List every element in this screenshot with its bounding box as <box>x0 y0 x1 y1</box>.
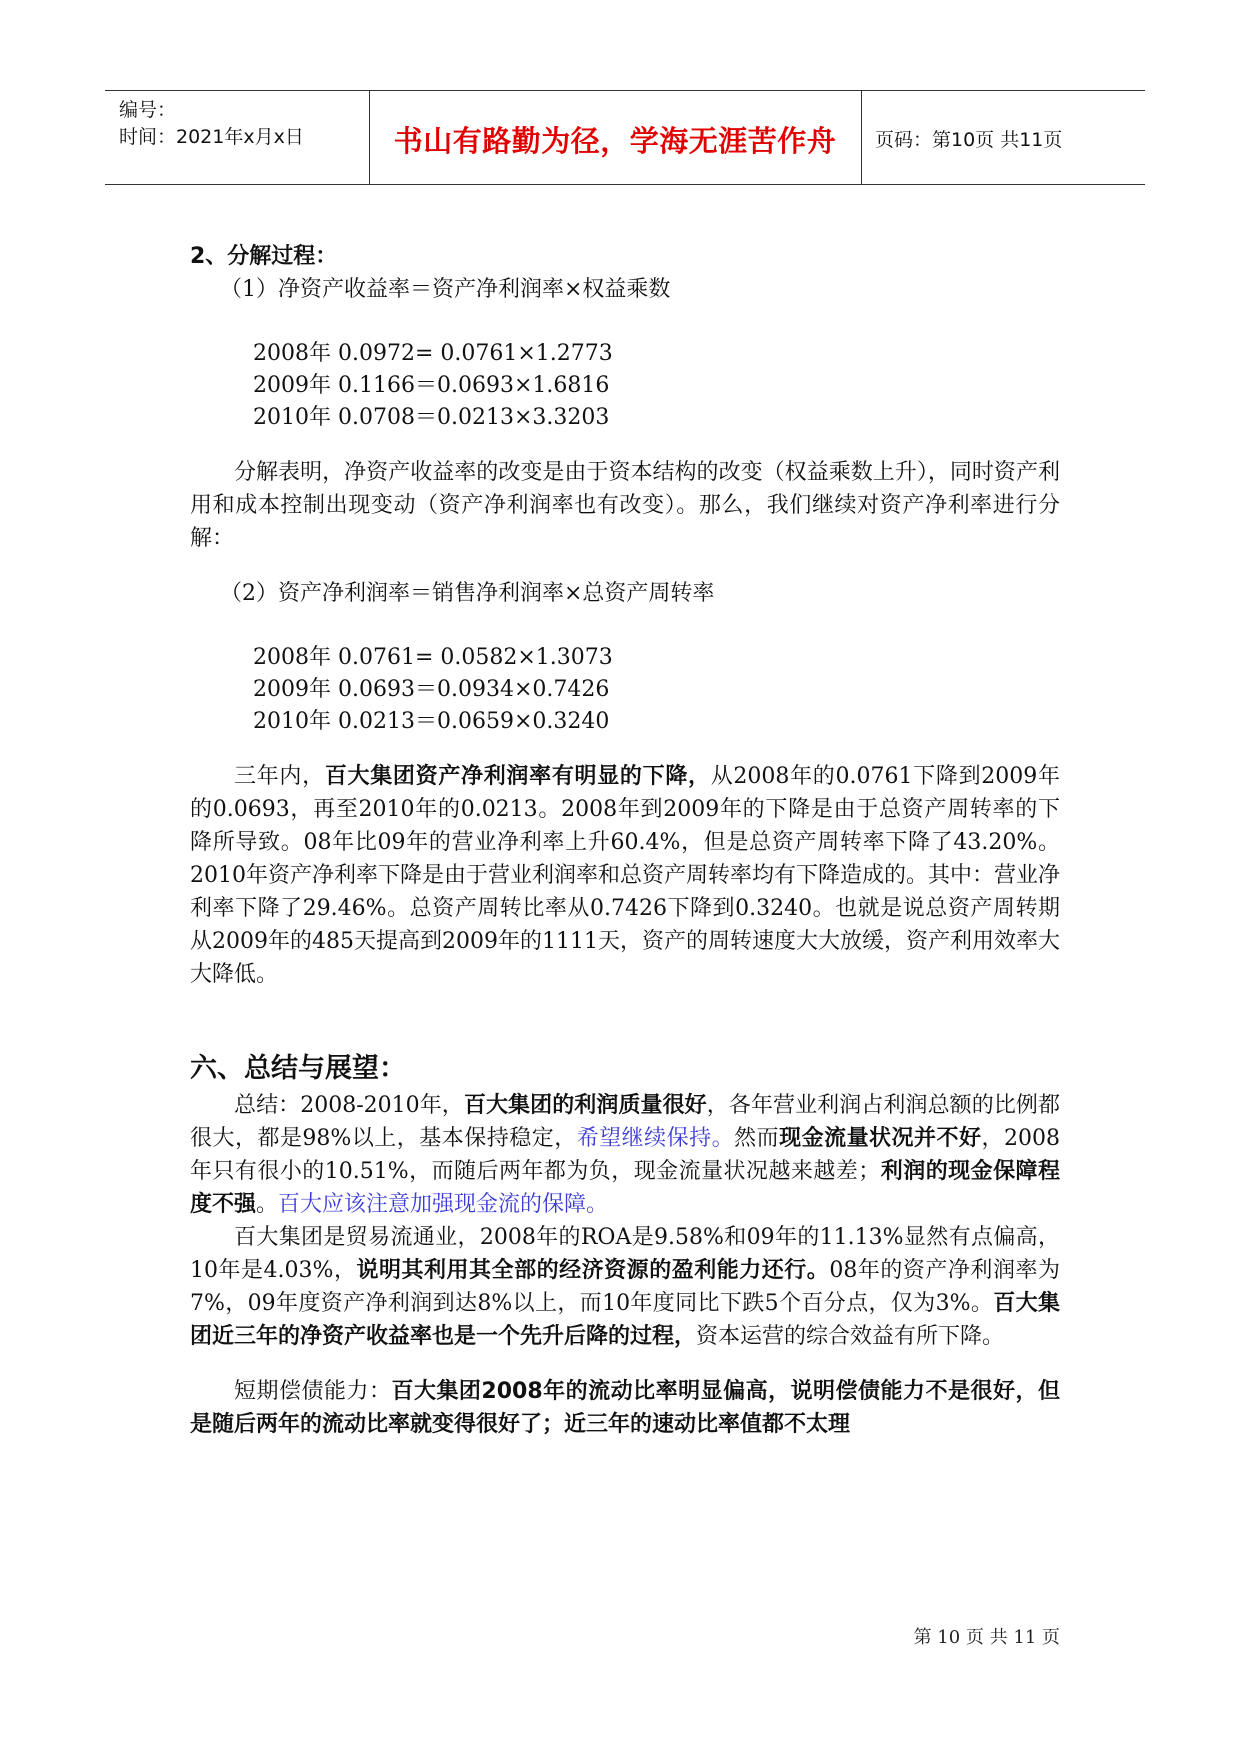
formula-2008: 2008年 0.0972= 0.0761×1.2773 <box>253 341 613 366</box>
text-run: 。 <box>256 1192 279 1217</box>
decomposition-step-2: （2）资产净利润率＝销售净利润率×总资产周转率 <box>220 581 715 606</box>
time-label: 时间：2021年x月x日 <box>119 126 304 148</box>
header-page-label: 页码：第10页 共11页 <box>875 129 1063 151</box>
text-run: 百大集团是贸易流通业，2008年的ROA是9.58%和09年的11.13%显然有点偏高，10年是4.03%， <box>190 1225 1060 1283</box>
text-run: ，2008年只有很小的10.51%，而随后两年都为负，现金流量状况越来越差； <box>190 1126 1060 1184</box>
text-run-bold: 百大集团的利润质量很好 <box>463 1093 707 1118</box>
section-6-title: 六、总结与展望： <box>190 1053 406 1084</box>
decomposition-step-1: （1）净资产收益率＝资产净利润率×权益乘数 <box>220 277 671 302</box>
text-run: 从2008年的0.0761下降到2009年的0.0693，再至2010年的0.0213。2008年到2009年的下降是由于总资产周转率的下降所导致。08年比09年的营业净利率上升60.4%，但是总资产周转率下降了43.20%。2010年资产净利率下降是由于营业利润率和总资产周转率均有下降造成的。其中：营业净利率下降了29.46%。总资产周转比率从0.7426下降到0.3240。也就是说总资产周转期从2009年的485天提高到2009年的1111天，资产的周转速度大大放缓，资产利用效率大大降低。 <box>190 764 1060 987</box>
text-run-bold: 现金流量状况并不好 <box>779 1126 982 1151</box>
text-run: 短期偿债能力： <box>234 1379 392 1404</box>
paragraph-roa <box>190 1221 1060 1353</box>
header-left <box>119 97 304 151</box>
page-footer: 第 10 页 共 11 页 <box>913 1627 1060 1648</box>
text-run: 08年的资产净利润率为7%，09年度资产净利润到达8%以上，而10年度同比下跌5个百分点，仅为3%。 <box>190 1258 1060 1316</box>
header-motto: 书山有路勤为径，学海无涯苦作舟 <box>393 124 837 158</box>
header-divider <box>861 91 862 184</box>
text-run-blue: 希望继续保持。 <box>576 1126 735 1151</box>
text-run-bold: 百大集团资产净利润率有明显的下降， <box>324 764 711 789</box>
text-run-bold: 利润的现金保障程度不强 <box>190 1159 1060 1217</box>
text-run: 资本运营的综合效益有所下降。 <box>696 1324 1005 1349</box>
paragraph-summary <box>190 1089 1060 1221</box>
section-2-title: 2、分解过程： <box>190 244 338 269</box>
formula-2009: 2009年 0.1166＝0.0693×1.6816 <box>253 373 610 398</box>
text-run-bold: 说明其利用其全部的经济资源的盈利能力还行。 <box>356 1258 830 1283</box>
formula-2008-b: 2008年 0.0761= 0.0582×1.3073 <box>253 645 613 670</box>
paragraph-decomposition-result: 分解表明，净资产收益率的改变是由于资本结构的改变（权益乘数上升），同时资产利用和成本控制出现变动（资产净利润率也有改变）。那么，我们继续对资产净利率进行分解： <box>190 460 1060 551</box>
text-run-bold: 百大集团2008年的流动比率明显偏高，说明偿债能力不是很好，但是随后两年的流动比率就变得很好了；近三年的速动比率值都不太理 <box>190 1379 1060 1437</box>
serial-label: 编号： <box>119 99 177 121</box>
text-run: 三年内， <box>234 764 325 789</box>
text-run-bold: 百大集团近三年的净资产收益率也是一个先升后降的过程， <box>190 1291 1060 1349</box>
text-run: ，各年营业利润占利润总额的比例都很大，都是98%以上，基本保持稳定， <box>190 1093 1060 1151</box>
page-header <box>105 90 1145 185</box>
text-run-blue: 百大应该注意加强现金流的保障。 <box>278 1192 609 1217</box>
text-run: 然而 <box>734 1126 780 1151</box>
formula-2009-b: 2009年 0.0693＝0.0934×0.7426 <box>253 677 610 702</box>
paragraph-three-year-analysis <box>190 760 1060 991</box>
paragraph-short-term-solvency <box>190 1375 1060 1441</box>
text-run: 总结：2008-2010年， <box>234 1093 464 1118</box>
formula-2010: 2010年 0.0708＝0.0213×3.3203 <box>253 405 610 430</box>
formula-2010-b: 2010年 0.0213＝0.0659×0.3240 <box>253 709 610 734</box>
document-body <box>190 240 1060 1441</box>
